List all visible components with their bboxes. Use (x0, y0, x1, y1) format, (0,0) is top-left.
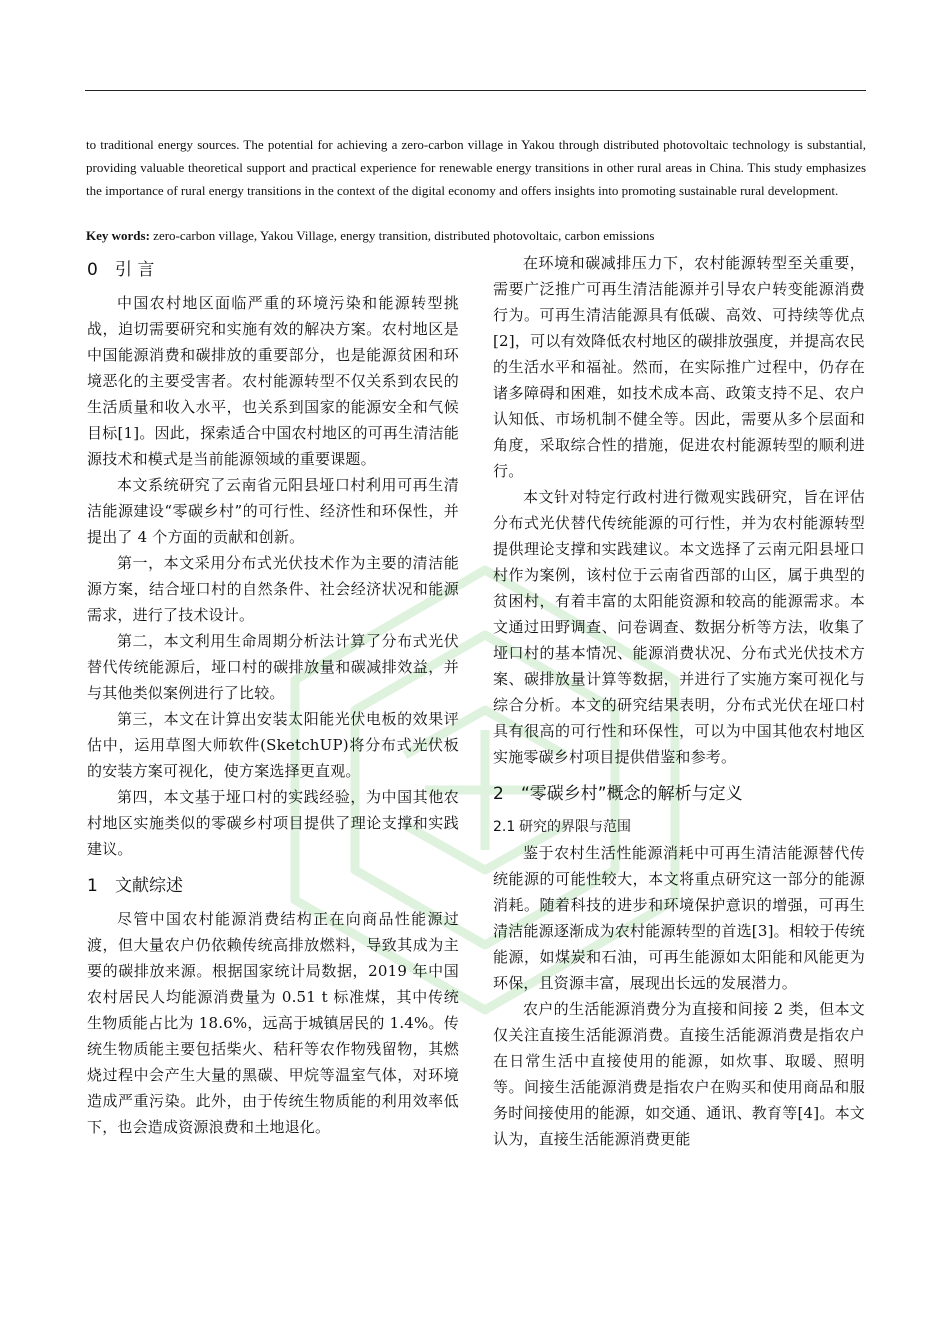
subsection-number: 2.1 (493, 819, 516, 835)
keywords-label: Key words: (86, 228, 150, 243)
intro-paragraph: 第一，本文采用分布式光伏技术作为主要的清洁能源方案，结合垭口村的自然条件、社会经济状况和能源需求，进行了技术设计。 (87, 554, 459, 624)
right-column (493, 250, 865, 1152)
intro-paragraph: 第二，本文利用生命周期分析法计算了分布式光伏替代传统能源后，垭口村的碳排放量和碳减排效益，并与其他类似案例进行了比较。 (87, 632, 459, 702)
section-title: 文献综述 (115, 876, 183, 896)
section-0-heading (87, 250, 459, 290)
section-number: 2 (493, 784, 504, 804)
section-title: 引 言 (115, 260, 155, 280)
literature-paragraph: 尽管中国农村能源消费结构正在向商品性能源过渡，但大量农户仍依赖传统高排放燃料，导致其成为主要的碳排放来源。根据国家统计局数据，2019 年中国农村居民人均能源消费量为 0.51 t 标准煤，其中传统生物质能占比为 18.6%，远高于城镇居民的 1.4%。传统生物质能主要包括柴火、秸秆等农作物残留物，其燃烧过程中会产生大量的黑碳、甲烷等温室气体，对环境造成严重污染。此外，由于传统生物质能的利用效率低下，也会造成资源浪费和土地退化。 (87, 910, 459, 1136)
section-2-heading (493, 774, 865, 814)
section-title: “零碳乡村”概念的解析与定义 (521, 784, 743, 804)
scope-paragraph: 农户的生活能源消费分为直接和间接 2 类，但本文仅关注直接生活能源消费。直接生活能源消费是指农户在日常生活中直接使用的能源，如炊事、取暖、照明等。间接生活能源消费是指农户在购买和使用商品和服务时间接使用的能源，如交通、通讯、教育等[4]。本文认为，直接生活能源消费更能 (493, 1000, 865, 1148)
header-rule (85, 90, 866, 91)
body-paragraph: 本文针对特定行政村进行微观实践研究，旨在评估分布式光伏替代传统能源的可行性，并为农村能源转型提供理论支撑和实践建议。本文选择了云南元阳县垭口村作为案例，该村位于云南省西部的山区，属于典型的贫困村，有着丰富的太阳能资源和较高的能源需求。本文通过田野调查、问卷调查、数据分析等方法，收集了垭口村的基本情况、能源消费状况、分布式光伏技术方案、碳排放量计算等数据，并进行了实施方案可视化与综合分析。本文的研究结果表明，分布式光伏在垭口村具有很高的可行性和环保性，可以为中国其他农村地区实施零碳乡村项目提供借鉴和参考。 (493, 488, 865, 766)
keywords-line (86, 226, 866, 246)
intro-paragraph: 本文系统研究了云南省元阳县垭口村利用可再生清洁能源建设“零碳乡村”的可行性、经济性和环保性，并提出了 4 个方面的贡献和创新。 (87, 476, 459, 546)
left-column (87, 250, 459, 1140)
scope-paragraph: 鉴于农村生活性能源消耗中可再生清洁能源替代传统能源的可能性较大，本文将重点研究这一部分的能源消耗。随着科技的进步和环境保护意识的增强，可再生清洁能源逐渐成为农村能源转型的首选[3]。相较于传统能源，如煤炭和石油，可再生能源如太阳能和风能更为环保，且资源丰富，展现出长远的发展潜力。 (493, 844, 865, 992)
intro-paragraph: 第三，本文在计算出安装太阳能光伏电板的效果评估中，运用草图大师软件(SketchUP)将分布式光伏板的安装方案可视化，使方案选择更直观。 (87, 710, 459, 780)
subsection-title: 研究的界限与范围 (519, 819, 631, 835)
section-number: 1 (87, 876, 98, 896)
section-number: 0 (87, 260, 98, 280)
body-paragraph: 在环境和碳减排压力下，农村能源转型至关重要，需要广泛推广可再生清洁能源并引导农户转变能源消费行为。可再生清洁能源具有低碳、高效、可持续等优点[2]，可以有效降低农村地区的碳排放强度，并提高农民的生活水平和福祉。然而，在实际推广过程中，仍存在诸多障碍和困难，如技术成本高、政策支持不足、农户认知低、市场机制不健全等。因此，需要从多个层面和角度，采取综合性的措施，促进农村能源转型的顺利进行。 (493, 254, 865, 480)
subsection-2-1-heading (493, 814, 865, 840)
abstract-continuation: to traditional energy sources. The potential for achieving a zero-carbon village in Yakou through distributed photovoltaic technology is substantial, providing valuable theoretical support and practical experience for renewable energy transitions in other rural areas in China. This study emphasizes the importance of rural energy transitions in the context of the digital economy and offers insights into promoting sustainable rural development. (86, 137, 866, 198)
keywords-text: zero-carbon village, Yakou Village, energy transition, distributed photovoltaic, carbon emissions (149, 228, 655, 243)
section-1-heading (87, 866, 459, 906)
intro-paragraph: 第四，本文基于垭口村的实践经验，为中国其他农村地区实施类似的零碳乡村项目提供了理论支撑和实践建议。 (87, 788, 459, 858)
intro-paragraph: 中国农村地区面临严重的环境污染和能源转型挑战，迫切需要研究和实施有效的解决方案。农村地区是中国能源消费和碳排放的重要部分，也是能源贫困和环境恶化的主要受害者。农村能源转型不仅关系到农民的生活质量和收入水平，也关系到国家的能源安全和气候目标[1]。因此，探索适合中国农村地区的可再生清洁能源技术和模式是当前能源领域的重要课题。 (87, 294, 459, 468)
